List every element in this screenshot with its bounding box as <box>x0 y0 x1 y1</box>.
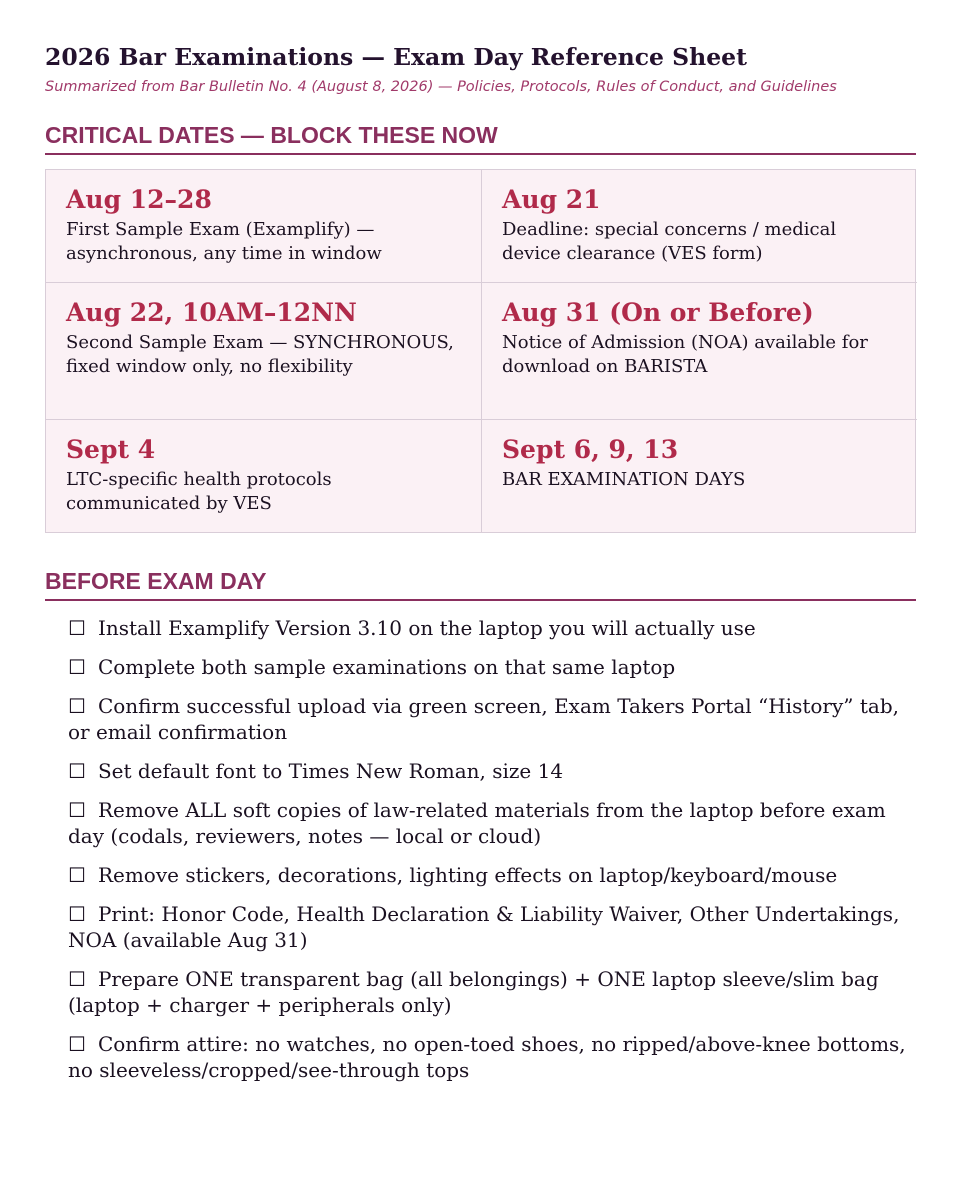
checkbox-icon: ☐ <box>68 863 86 887</box>
date-card <box>482 420 917 532</box>
critical-dates-heading: CRITICAL DATES — BLOCK THESE NOW <box>45 120 916 155</box>
checkbox-icon: ☐ <box>68 616 86 640</box>
reference-sheet <box>45 40 916 1096</box>
before-exam-day-heading: BEFORE EXAM DAY <box>45 566 916 601</box>
date-description: First Sample Exam (Examplify) — asynchronous, any time in window <box>66 219 382 264</box>
checkbox-icon: ☐ <box>68 1032 86 1056</box>
checklist-item <box>68 1031 916 1083</box>
date-card <box>482 170 917 283</box>
checkbox-icon: ☐ <box>68 902 86 926</box>
checklist-item <box>68 797 916 849</box>
page-title: 2026 Bar Examinations — Exam Day Reference Sheet <box>45 43 747 71</box>
date-card <box>46 283 482 420</box>
checklist-item <box>68 615 916 641</box>
date-card <box>482 283 917 420</box>
checklist-item-text: Remove stickers, decorations, lighting effects on laptop/keyboard/mouse <box>97 863 838 887</box>
checklist-item <box>68 693 916 745</box>
checkbox-icon: ☐ <box>68 655 86 679</box>
checklist-item-text: Install Examplify Version 3.10 on the laptop you will actually use <box>97 616 756 640</box>
checklist-item-text: Complete both sample examinations on that same laptop <box>97 655 676 679</box>
checkbox-icon: ☐ <box>68 967 86 991</box>
date-description: Notice of Admission (NOA) available for download on BARISTA <box>502 332 868 377</box>
checklist-item-text: Remove ALL soft copies of law-related materials from the laptop before exam day (codals, reviewers, notes — local or cloud) <box>68 798 886 848</box>
date-label: Sept 6, 9, 13 <box>502 435 679 464</box>
date-label: Sept 4 <box>66 435 156 464</box>
date-label: Aug 21 <box>502 185 601 214</box>
critical-dates-grid <box>45 169 916 533</box>
date-description: Second Sample Exam — SYNCHRONOUS, fixed window only, no flexibility <box>66 332 454 377</box>
date-label: Aug 12–28 <box>66 185 212 214</box>
page-subtitle: Summarized from Bar Bulletin No. 4 (August 8, 2026) — Policies, Protocols, Rules of Conduct, and Guidelines <box>45 79 837 95</box>
checklist-item <box>68 901 916 953</box>
checklist-item <box>68 966 916 1018</box>
checklist-item-text: Set default font to Times New Roman, size 14 <box>97 759 564 783</box>
date-card <box>46 170 482 283</box>
date-description: LTC-specific health protocols communicated by VES <box>66 469 332 514</box>
before-exam-checklist <box>45 615 916 1083</box>
date-label: Aug 22, 10AM–12NN <box>66 298 357 327</box>
checklist-item <box>68 758 916 784</box>
checklist-item-text: Prepare ONE transparent bag (all belongings) + ONE laptop sleeve/slim bag (laptop + charger + peripherals only) <box>68 967 879 1017</box>
date-label: Aug 31 (On or Before) <box>502 298 814 327</box>
date-card <box>46 420 482 532</box>
date-description: BAR EXAMINATION DAYS <box>502 469 746 490</box>
checklist-item-text: Confirm attire: no watches, no open-toed shoes, no ripped/above-knee bottoms, no sleeveless/cropped/see-through tops <box>68 1032 906 1082</box>
checklist-item-text: Print: Honor Code, Health Declaration & Liability Waiver, Other Undertakings, NOA (available Aug 31) <box>68 902 900 952</box>
checklist-item <box>68 654 916 680</box>
checkbox-icon: ☐ <box>68 798 86 822</box>
date-description: Deadline: special concerns / medical device clearance (VES form) <box>502 219 837 264</box>
checkbox-icon: ☐ <box>68 759 86 783</box>
checklist-item <box>68 862 916 888</box>
checkbox-icon: ☐ <box>68 694 86 718</box>
checklist-item-text: Confirm successful upload via green screen, Exam Takers Portal “History” tab, or email confirmation <box>68 694 899 744</box>
